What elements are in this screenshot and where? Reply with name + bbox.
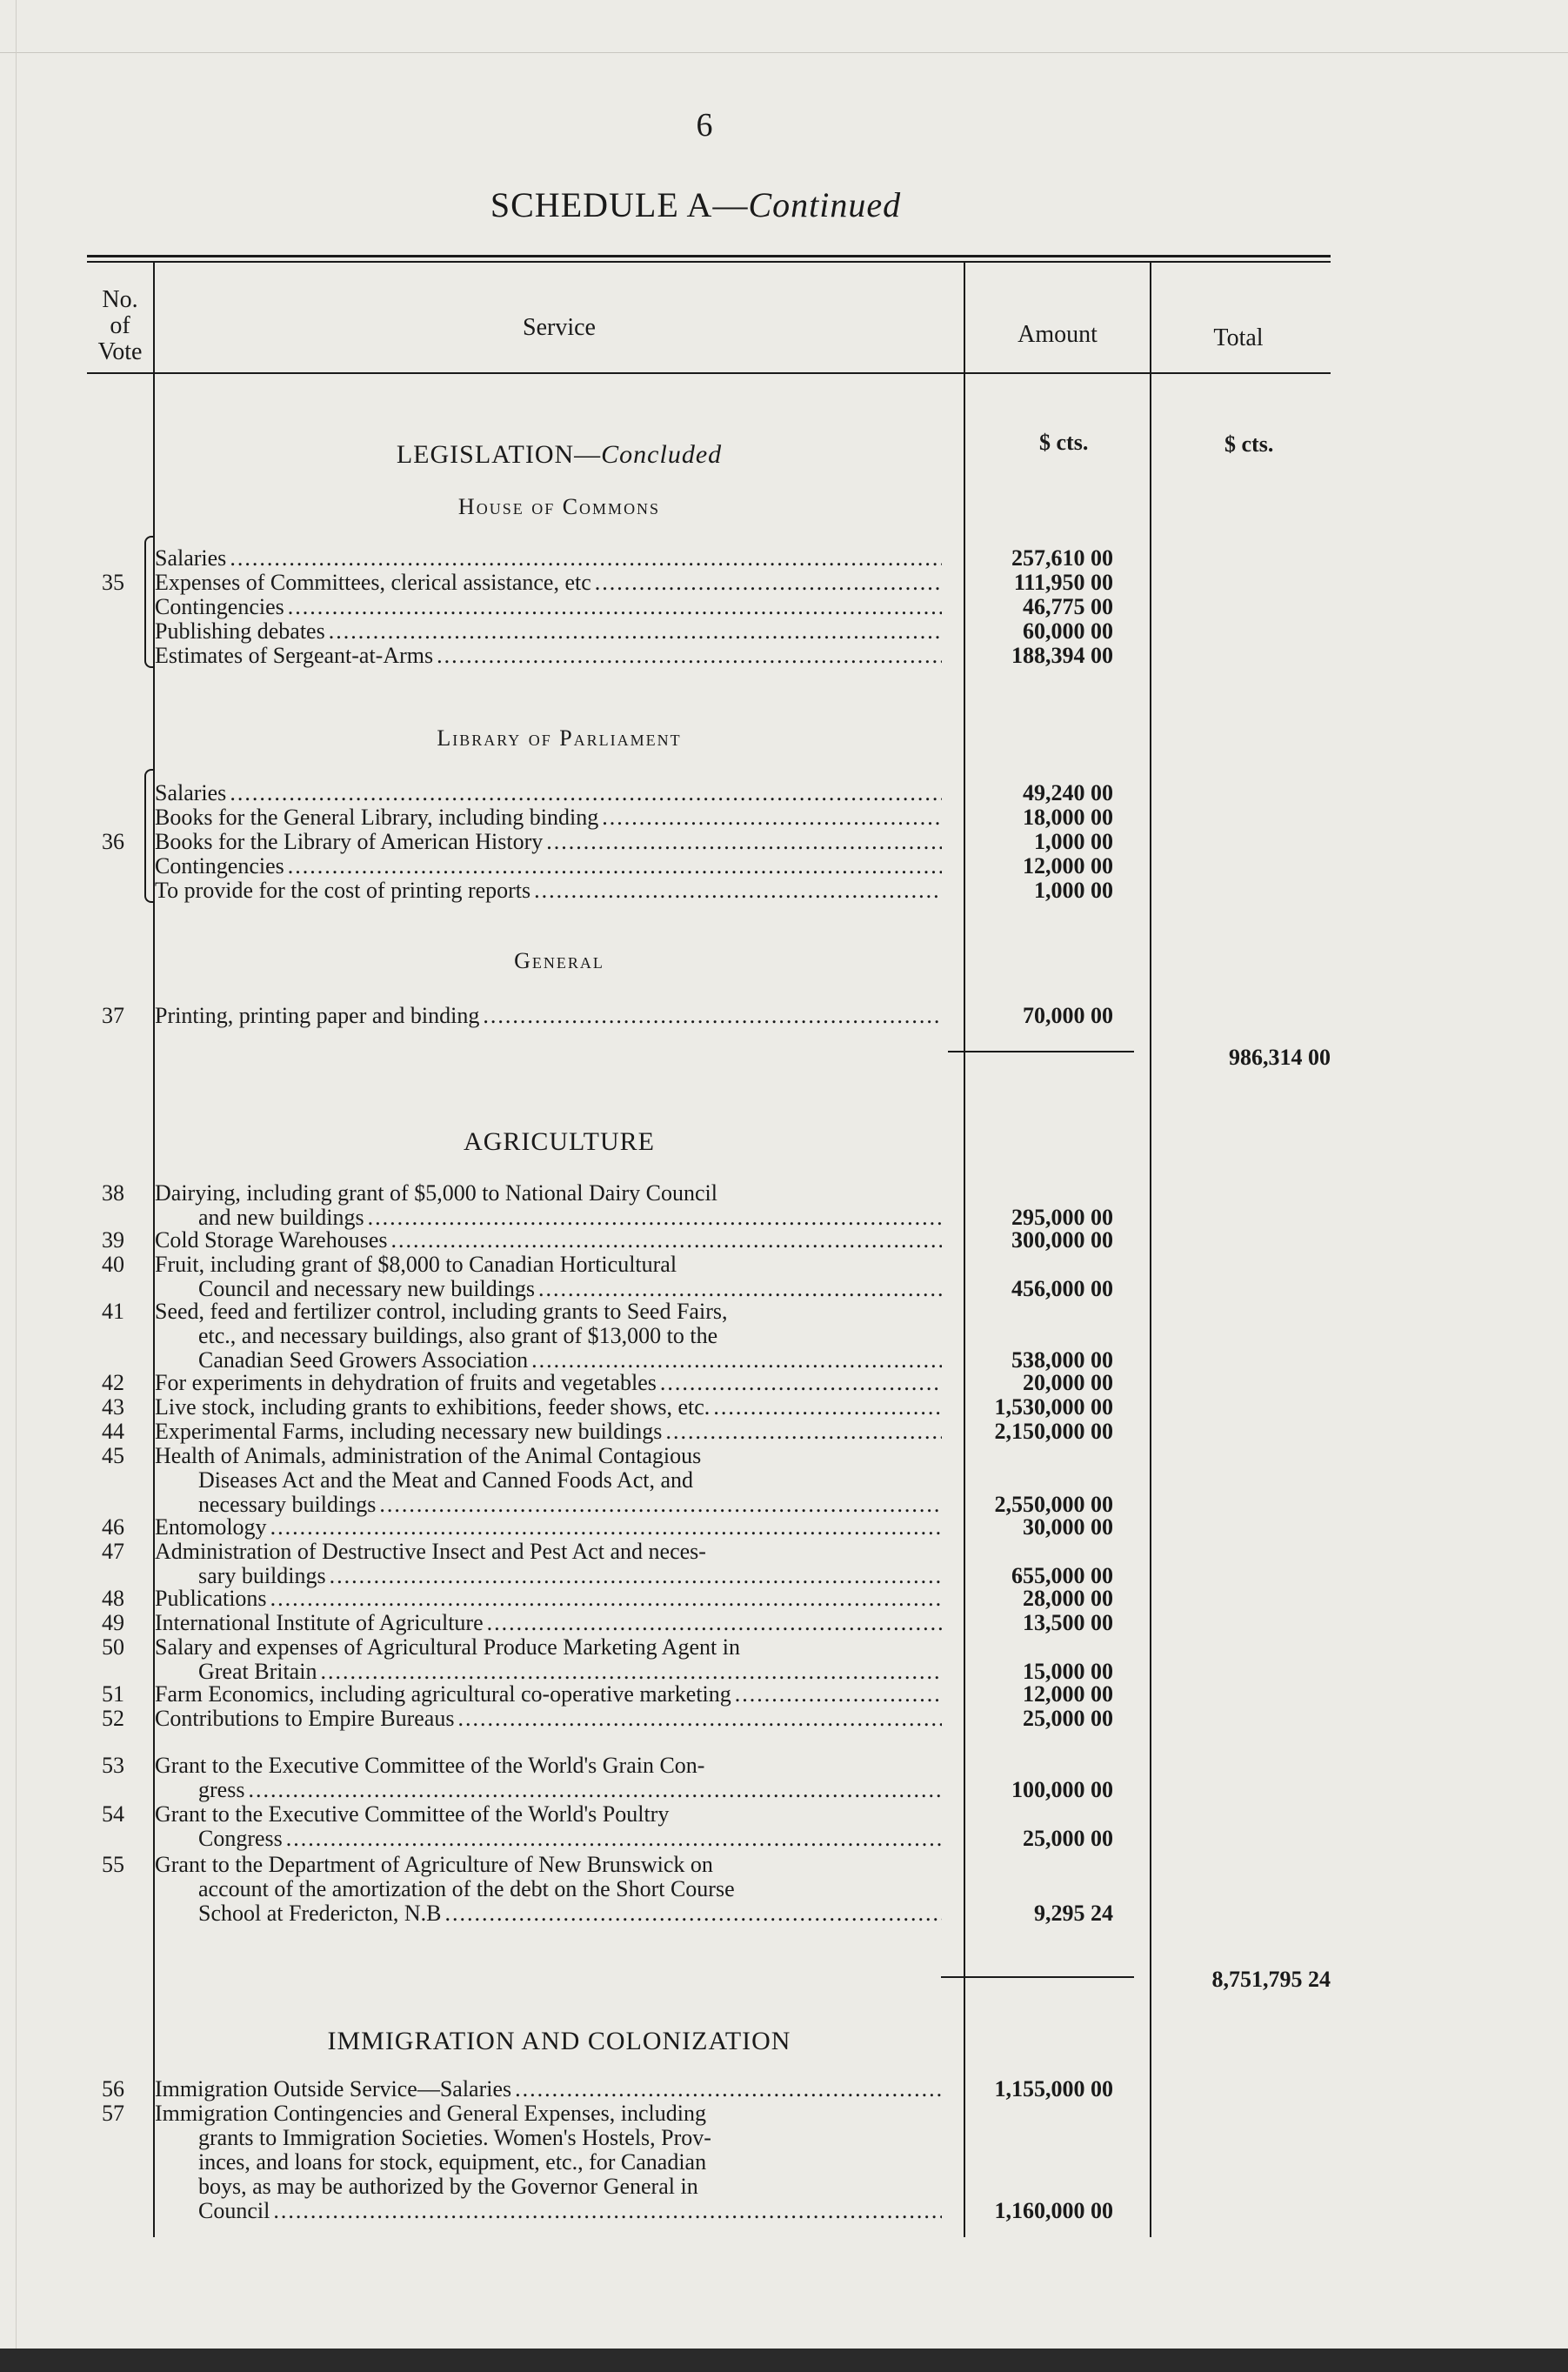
service-text: To provide for the cost of printing reports: [155, 878, 531, 903]
service-text: Expenses of Committees, clerical assistance, etc: [155, 570, 591, 595]
vote-number: 36: [102, 829, 124, 854]
service-text: Seed, feed and fertilizer control, including grants to Seed Fairs,: [155, 1299, 728, 1324]
service-text: and new buildings: [198, 1205, 364, 1230]
page-edge-dark: [0, 2349, 1568, 2372]
service-description: [155, 1754, 942, 1802]
vote-number: 50: [102, 1634, 124, 1660]
leader-dots: [531, 1348, 942, 1373]
leader-dots: [273, 2199, 942, 2223]
header-service: Service: [523, 314, 596, 341]
leader-dots: [665, 1420, 942, 1444]
vote-number: 45: [102, 1443, 124, 1468]
header-rule-top: [87, 255, 1331, 257]
amount-value: 295,000 00: [1011, 1205, 1113, 1230]
page-edge-line: [0, 52, 1568, 53]
section-agriculture: AGRICULTURE: [464, 1127, 655, 1156]
amount-value: 49,240 00: [1023, 780, 1113, 805]
service-description: [155, 2101, 942, 2223]
service-text: Canadian Seed Growers Association: [198, 1347, 529, 1373]
amount-value: 1,155,000 00: [994, 2076, 1113, 2101]
service-text: Grant to the Executive Committee of the World's Poultry: [155, 1801, 670, 1827]
vote-number: 54: [102, 1801, 124, 1827]
service-text: Congress: [198, 1826, 283, 1851]
service-description: [155, 1853, 942, 1926]
service-text: Immigration Outside Service—Salaries: [155, 2076, 512, 2101]
leader-dots: [483, 1004, 942, 1028]
amount-value: 30,000 00: [1023, 1514, 1113, 1540]
leader-dots: [595, 571, 942, 595]
amount-units: $ cts.: [1039, 430, 1089, 455]
vote-number: 53: [102, 1753, 124, 1778]
leader-dots: [515, 2077, 942, 2101]
amount-value: 300,000 00: [1011, 1227, 1113, 1253]
amount-value: 12,000 00: [1023, 1681, 1113, 1707]
vote-number: 43: [102, 1394, 124, 1420]
service-description: [155, 854, 942, 879]
service-text: gress: [198, 1777, 245, 1802]
service-text: grants to Immigration Societies. Women's Hostels, Prov-: [198, 2125, 711, 2150]
service-description: [155, 1395, 942, 1420]
service-description: [155, 1682, 942, 1707]
service-text: Books for the Library of American History: [155, 829, 544, 854]
vote-number: 47: [102, 1539, 124, 1564]
service-description: [155, 830, 942, 854]
vote-35-brace: [144, 536, 155, 668]
service-description: [155, 2077, 942, 2101]
total-legislation: 986,314 00: [1229, 1045, 1331, 1070]
amount-value: 257,610 00: [1011, 545, 1113, 571]
leader-dots: [329, 619, 942, 644]
service-description: [155, 1707, 942, 1731]
amount-value: 538,000 00: [1011, 1347, 1113, 1373]
vote-number: 55: [102, 1852, 124, 1877]
amount-value: 9,295 24: [1034, 1901, 1113, 1926]
service-text: Dairying, including grant of $5,000 to National Dairy Council: [155, 1180, 717, 1206]
leader-dots: [538, 1277, 942, 1301]
leader-dots: [288, 854, 942, 879]
service-text: Immigration Contingencies and General Expenses, including: [155, 2101, 706, 2126]
leader-dots: [437, 644, 942, 668]
amount-value: 60,000 00: [1023, 618, 1113, 644]
vote-number: 49: [102, 1610, 124, 1635]
service-text: Great Britain: [198, 1659, 317, 1684]
leader-dots: [230, 546, 942, 571]
vote-number: 51: [102, 1681, 124, 1707]
service-text: Salaries: [155, 545, 227, 571]
amount-value: 15,000 00: [1023, 1659, 1113, 1684]
service-text: inces, and loans for stock, equipment, etc., for Canadian: [198, 2149, 707, 2175]
service-text: Live stock, including grants to exhibitions, feeder shows, etc.: [155, 1394, 711, 1420]
service-text: account of the amortization of the debt on the Short Course: [198, 1876, 735, 1901]
service-description: [155, 619, 942, 644]
header-total: Total: [1213, 324, 1264, 351]
service-description: [155, 805, 942, 830]
service-description: [155, 1635, 942, 1684]
section-legislation: LEGISLATION—Concluded: [396, 440, 723, 469]
service-text: Health of Animals, administration of the Animal Contagious: [155, 1443, 702, 1468]
service-text: Estimates of Sergeant-at-Arms: [155, 643, 434, 668]
service-text: Salary and expenses of Agricultural Produce Marketing Agent in: [155, 1634, 740, 1660]
service-description: [155, 1444, 942, 1517]
service-text: Administration of Destructive Insect and Pest Act and neces-: [155, 1539, 706, 1564]
leader-dots: [248, 1778, 942, 1802]
leader-dots: [379, 1493, 942, 1517]
vote-number: 37: [102, 1003, 124, 1028]
amount-value: 18,000 00: [1023, 805, 1113, 830]
leader-dots: [534, 879, 942, 903]
service-text: Contingencies: [155, 853, 284, 879]
service-text: Experimental Farms, including necessary new buildings: [155, 1419, 663, 1444]
amount-value: 111,950 00: [1013, 570, 1113, 595]
vote-number: 38: [102, 1180, 124, 1206]
section-immigration: IMMIGRATION AND COLONIZATION: [327, 2027, 791, 2055]
vote-number: 41: [102, 1299, 124, 1324]
vote-number: 46: [102, 1514, 124, 1540]
header-rule-top-2: [87, 261, 1331, 263]
amount-value: 1,160,000 00: [994, 2198, 1113, 2223]
amount-value: 1,000 00: [1034, 878, 1113, 903]
leader-dots: [320, 1660, 942, 1684]
amount-value: 1,530,000 00: [994, 1394, 1113, 1420]
vote-number: 48: [102, 1586, 124, 1611]
header-amount: Amount: [1018, 321, 1098, 348]
service-text: sary buildings: [198, 1563, 326, 1588]
page-title: SCHEDULE A—Continued: [490, 185, 902, 224]
header-vote: No. of Vote: [97, 286, 143, 365]
service-description: [155, 1228, 942, 1253]
leader-dots: [660, 1371, 942, 1395]
amount-value: 28,000 00: [1023, 1586, 1113, 1611]
vote-number: 35: [102, 570, 124, 595]
service-description: [155, 1420, 942, 1444]
service-text: Diseases Act and the Meat and Canned Foods Act, and: [198, 1467, 693, 1493]
service-description: [155, 1587, 942, 1611]
service-text: International Institute of Agriculture: [155, 1610, 484, 1635]
amount-value: 2,150,000 00: [994, 1419, 1113, 1444]
service-text: For experiments in dehydration of fruits and vegetables: [155, 1370, 657, 1395]
amount-value: 20,000 00: [1023, 1370, 1113, 1395]
service-description: [155, 595, 942, 619]
service-description: [155, 1253, 942, 1301]
leader-dots: [330, 1564, 942, 1588]
vote-number: 57: [102, 2101, 124, 2126]
amount-value: 25,000 00: [1023, 1706, 1113, 1731]
amount-value: 456,000 00: [1011, 1276, 1113, 1301]
service-description: [155, 1540, 942, 1588]
vote-number: 56: [102, 2076, 124, 2101]
section-house-of-commons: House of Commons: [457, 494, 661, 519]
vote-number: 39: [102, 1227, 124, 1253]
leader-dots: [457, 1707, 942, 1731]
service-text: Council: [198, 2198, 270, 2223]
service-text: Publications: [155, 1586, 267, 1611]
service-text: Books for the General Library, including binding: [155, 805, 599, 830]
leader-dots: [391, 1228, 943, 1253]
amount-value: 188,394 00: [1011, 643, 1113, 668]
service-description: [155, 1611, 942, 1635]
vote-number: 42: [102, 1370, 124, 1395]
vote-36-brace: [144, 769, 155, 903]
service-description: [155, 1802, 942, 1851]
total-agriculture: 8,751,795 24: [1211, 1967, 1331, 1992]
subtotal-rule-legislation: [948, 1051, 1134, 1052]
service-text: Publishing debates: [155, 618, 325, 644]
leader-dots: [713, 1395, 942, 1420]
amount-value: 70,000 00: [1023, 1003, 1113, 1028]
amount-value: 25,000 00: [1023, 1826, 1113, 1851]
leader-dots: [487, 1611, 942, 1635]
service-text: necessary buildings: [198, 1492, 377, 1517]
service-text: Contributions to Empire Bureaus: [155, 1706, 455, 1731]
service-description: [155, 1181, 942, 1230]
leader-dots: [270, 1515, 942, 1540]
service-text: Council and necessary new buildings: [198, 1276, 536, 1301]
section-library-of-parliament: Library of Parliament: [437, 725, 682, 751]
service-text: Cold Storage Warehouses: [155, 1227, 388, 1253]
leader-dots: [368, 1206, 942, 1230]
service-description: [155, 546, 942, 571]
column-rule-total: [1150, 263, 1151, 2237]
service-description: [155, 1515, 942, 1540]
service-text: etc., and necessary buildings, also grant of $13,000 to the: [198, 1323, 718, 1348]
service-text: Entomology: [155, 1514, 267, 1540]
leader-dots: [444, 1901, 942, 1926]
service-description: [155, 1004, 942, 1028]
service-text: Contingencies: [155, 594, 284, 619]
service-text: Salaries: [155, 780, 227, 805]
amount-value: 13,500 00: [1023, 1610, 1113, 1635]
vote-number: 44: [102, 1419, 124, 1444]
amount-value: 2,550,000 00: [994, 1492, 1113, 1517]
leader-dots: [286, 1827, 942, 1851]
page-edge-line: [16, 0, 17, 2372]
total-units: $ cts.: [1224, 431, 1274, 457]
vote-number: 52: [102, 1706, 124, 1731]
amount-value: 655,000 00: [1011, 1563, 1113, 1588]
subtotal-rule-agriculture: [941, 1976, 1134, 1978]
service-text: Grant to the Department of Agriculture of New Brunswick on: [155, 1852, 713, 1877]
leader-dots: [288, 595, 942, 619]
leader-dots: [602, 805, 942, 830]
amount-value: 100,000 00: [1011, 1777, 1113, 1802]
amount-value: 1,000 00: [1034, 829, 1113, 854]
service-description: [155, 644, 942, 668]
header-rule-bottom: [87, 372, 1331, 374]
service-text: School at Fredericton, N.B: [198, 1901, 442, 1926]
leader-dots: [230, 781, 942, 805]
service-description: [155, 1371, 942, 1395]
service-description: [155, 1300, 942, 1373]
page-number: 6: [696, 107, 713, 144]
leader-dots: [270, 1587, 942, 1611]
service-text: Farm Economics, including agricultural co-operative marketing: [155, 1681, 731, 1707]
service-text: boys, as may be authorized by the Governor General in: [198, 2174, 698, 2199]
service-description: [155, 781, 942, 805]
service-text: Printing, printing paper and binding: [155, 1003, 480, 1028]
service-text: Fruit, including grant of $8,000 to Canadian Horticultural: [155, 1252, 677, 1277]
leader-dots: [546, 830, 942, 854]
section-general: General: [514, 948, 604, 973]
service-text: Grant to the Executive Committee of the World's Grain Con-: [155, 1753, 705, 1778]
service-description: [155, 571, 942, 595]
amount-value: 12,000 00: [1023, 853, 1113, 879]
leader-dots: [735, 1682, 942, 1707]
vote-number: 40: [102, 1252, 124, 1277]
amount-value: 46,775 00: [1023, 594, 1113, 619]
service-description: [155, 879, 942, 903]
